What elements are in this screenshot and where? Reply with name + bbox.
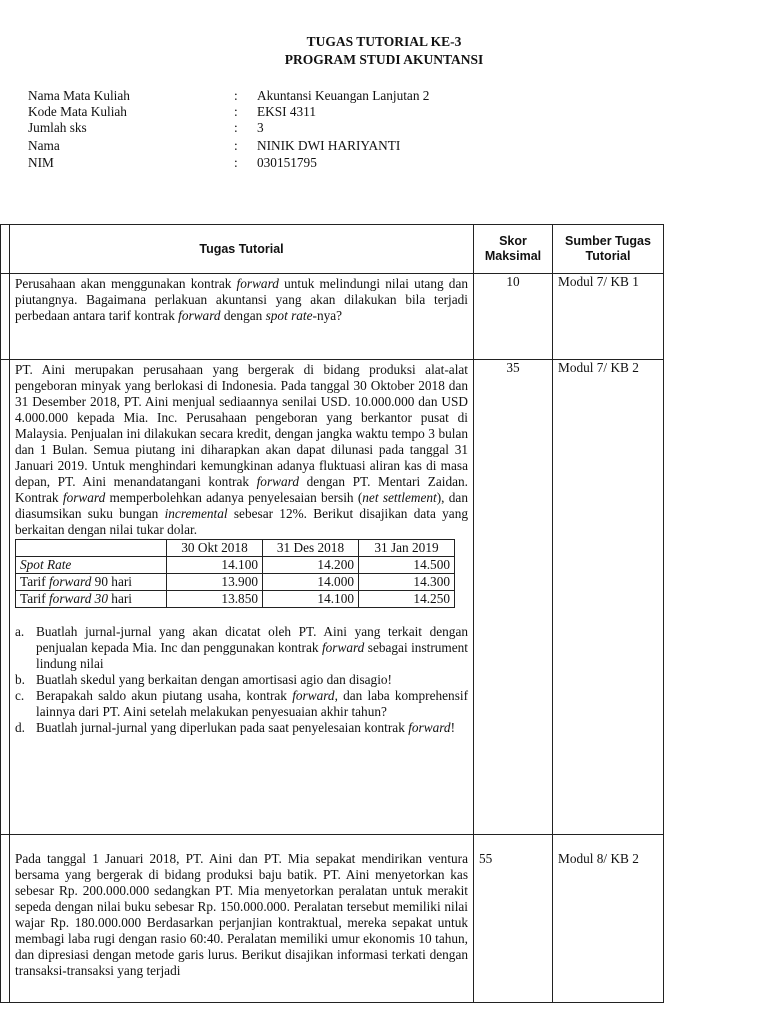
rate-label-text: Tarif: [20, 574, 49, 589]
exchange-rate-value: 13.900: [167, 574, 263, 591]
score-column-header: Skor Maksimal: [474, 225, 553, 274]
sub-question-letter: d.: [15, 720, 25, 735]
rate-label-term: forward: [48, 574, 92, 589]
exchange-rate-value: 14.300: [359, 574, 455, 591]
question-2-term: forward: [62, 490, 106, 505]
question-3-text: Pada tanggal 1 Januari 2018, PT. Aini dan PT. Mia sepakat mendirikan ventura bersama yang bergerak di bidang produksi baju batik. PT. Aini menyetorkan kas sebesar Rp. 200.000.000 sedangkan PT. Mia menyetorkan peralatan untuk merakit sepeda dengan nilai buku sebesar Rp. 150.000.000. Peralatan tersebut memiliki nilai wajar Rp. 180.000.000 Berdasarkan perjanjian kontraktual, mereka sepakat untuk membagi laba rugi dengan rasio 60:40. Peralatan memiliki umur ekonomis 10 tahun, dan dipresiasi dengan metode garis lurus. Berikut disajikan informasi terkati dengan transaksi-transaksi yang terjadi: [15, 851, 468, 978]
exchange-rate-row: [16, 557, 455, 574]
row-number-cell: [1, 360, 10, 835]
info-separator: :: [234, 104, 238, 119]
question-1-term: spot rate: [265, 308, 313, 323]
question-2-text: ), dan diasumsikan suku bungan: [15, 490, 468, 521]
sub-question-term: forward: [292, 688, 335, 703]
source-cell: Modul 7/ KB 1: [553, 274, 664, 360]
sub-question-text: Berapakah saldo akun piutang usaha, kontrak: [36, 688, 293, 703]
table-row: [1, 835, 664, 1003]
question-2-term: incremental: [164, 506, 228, 521]
info-separator: :: [234, 88, 238, 103]
info-row-credits: [28, 120, 528, 136]
source-cell: Modul 7/ KB 2: [553, 360, 664, 835]
rate-label-text: 90 hari: [91, 574, 132, 589]
score-cell: 55: [474, 835, 553, 1003]
number-column-header: [1, 225, 10, 274]
sub-question-letter: c.: [15, 688, 25, 703]
info-row-course-code: [28, 104, 528, 120]
info-separator: :: [234, 155, 238, 170]
sub-question-c: [15, 688, 468, 720]
question-1-term: forward: [178, 308, 221, 323]
exchange-rate-date: 31 Des 2018: [263, 540, 359, 557]
rate-label-text: hari: [107, 591, 132, 606]
exchange-rate-value: 14.500: [359, 557, 455, 574]
question-1-text: dengan: [220, 308, 266, 323]
exchange-rate-label: [16, 574, 167, 591]
sub-question-letter: a.: [15, 624, 25, 639]
question-1-term: forward: [236, 276, 279, 291]
row-number-cell: [1, 274, 10, 360]
exchange-rate-value: 14.100: [263, 591, 359, 608]
question-1-text: -nya?: [312, 308, 343, 323]
info-separator: :: [234, 120, 238, 135]
source-cell: Modul 8/ KB 2: [553, 835, 664, 1003]
info-label: NIM: [28, 155, 54, 170]
source-column-header: Sumber Tugas Tutorial: [553, 225, 664, 274]
info-separator: :: [234, 138, 238, 153]
exchange-rate-date: 30 Okt 2018: [167, 540, 263, 557]
info-value: EKSI 4311: [257, 104, 316, 119]
exchange-rate-label: [16, 591, 167, 608]
question-2-text: dengan PT. Mentari Zaidan. Kontrak: [15, 474, 468, 505]
table-header-row: [1, 225, 664, 274]
info-row-student-id: [28, 155, 528, 171]
sub-question-text: Buatlah jurnal-jurnal yang akan dicatat oleh PT. Aini yang terkait dengan penjualan kepada Mia. Inc dan penggunakan kontrak: [36, 624, 468, 655]
rate-label-term: Spot Rate: [20, 557, 72, 572]
exchange-rate-value: 13.850: [167, 591, 263, 608]
task-cell: [10, 835, 474, 1003]
exchange-rate-value: 14.200: [263, 557, 359, 574]
question-1-text: Perusahaan akan menggunakan kontrak: [15, 276, 237, 291]
sub-question-list: [15, 624, 468, 736]
sub-question-text: !: [450, 720, 455, 735]
sub-question-a: [15, 624, 468, 672]
exchange-rate-date: 31 Jan 2019: [359, 540, 455, 557]
exchange-rate-header-row: [16, 540, 455, 557]
question-2-text: sebesar 12%. Berikut disajikan data yang berkaitan dengan nilai tukar dolar.: [15, 506, 468, 537]
score-cell: 10: [474, 274, 553, 360]
exchange-rate-corner: [16, 540, 167, 557]
info-label: Jumlah sks: [28, 120, 87, 135]
info-row-student-name: [28, 138, 528, 154]
exchange-rate-value: 14.000: [263, 574, 359, 591]
info-value: 030151795: [257, 155, 317, 170]
info-value: Akuntansi Keuangan Lanjutan 2: [257, 88, 430, 103]
exchange-rate-table: [15, 539, 455, 608]
sub-question-d: [15, 720, 468, 736]
sub-question-text: sebagai instrument lindung nilai: [36, 640, 468, 671]
info-value: 3: [257, 120, 264, 135]
document-title: TUGAS TUTORIAL KE-3: [306, 34, 462, 49]
exchange-rate-value: 14.100: [167, 557, 263, 574]
sub-question-text: Buatlah jurnal-jurnal yang diperlukan pada saat penyelesaian kontrak: [36, 720, 409, 735]
table-row: [1, 274, 664, 360]
sub-question-term: forward: [321, 640, 365, 655]
document-subtitle: PROGRAM STUDI AKUNTANSI: [284, 52, 484, 67]
row-number-cell: [1, 835, 10, 1003]
exchange-rate-value: 14.250: [359, 591, 455, 608]
task-column-header: Tugas Tutorial: [10, 225, 474, 274]
task-cell: [10, 360, 474, 835]
question-2-term: net settlement: [362, 490, 437, 505]
question-1-text: untuk melindungi nilai utang dan piutangnya. Bagaimana perlakuan akuntansi yang akan dilakukan bila terjadi perbedaan antara tarif kontrak: [15, 276, 469, 323]
question-2-text: PT. Aini merupakan perusahaan yang bergerak di bidang produksi alat-alat pengeboran minyak yang berlokasi di Indonesia. Pada tanggal 30 Oktober 2018 dan 31 Desember 2018, PT. Aini menjual sediaannya senilai USD. 10.000.000 dan USD 4.000.000 kepada Mia. Inc. Perusahaan pengeboran yang berkantor pusat di Malaysia. Penjualan ini dilakukan secara kredit, dengan jangka waktu tempo 3 bulan dan 1 Bulan. Semua piutang ini diharapkan akan dapat dilunasi pada tanggal 31 Januari 2019. Untuk menghindari kemungkinan adanya fluktuasi aliran kas di masa depan, PT. Aini menandatangani kontrak: [15, 362, 468, 489]
question-2-text: memperbolehkan adanya penyelesaian bersih (: [105, 490, 363, 505]
sub-question-letter: b.: [15, 672, 25, 687]
sub-question-term: forward: [408, 720, 451, 735]
info-row-course-name: [28, 88, 528, 104]
score-cell: 35: [474, 360, 553, 835]
info-label: Nama Mata Kuliah: [28, 88, 130, 103]
task-cell: [10, 274, 474, 360]
question-2-paragraph: [15, 362, 468, 538]
info-value: NINIK DWI HARIYANTI: [257, 138, 401, 153]
sub-question-text: , dan laba komprehensif lainnya dari PT. Aini setelah melakukan penyesuaian akhir tahun?: [36, 688, 469, 719]
question-2-term: forward: [256, 474, 299, 489]
info-label: Nama: [28, 138, 60, 153]
exchange-rate-row: [16, 591, 455, 608]
sub-question-b: [15, 672, 468, 688]
rate-label-term: forward 30: [48, 591, 108, 606]
rate-label-text: Tarif: [20, 591, 49, 606]
exchange-rate-label: [16, 557, 167, 574]
table-row: [1, 360, 664, 835]
tutorial-table: [0, 224, 664, 1003]
sub-question-text: Buatlah skedul yang berkaitan dengan amortisasi agio dan disagio!: [36, 672, 392, 687]
info-label: Kode Mata Kuliah: [28, 104, 127, 119]
exchange-rate-row: [16, 574, 455, 591]
